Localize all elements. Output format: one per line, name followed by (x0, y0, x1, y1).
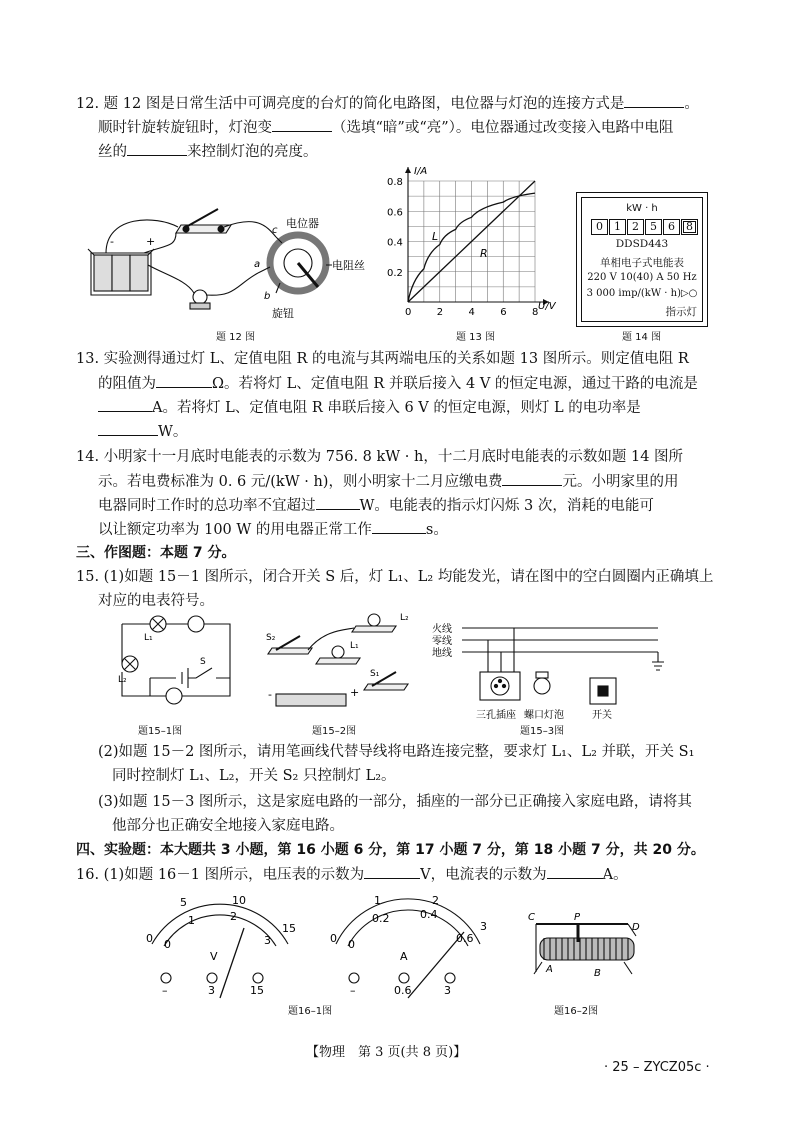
bulb-L2-icon (368, 614, 380, 626)
q16-line1: 16. (1)如题 16－1 图所示，电压表的示数为 V，电流表的示数为 A。 (76, 864, 628, 885)
q12-line1: 12. 题 12 图是日常生活中可调亮度的台灯的简化电路图，电位器与灯泡的连接方式是 。 (76, 93, 699, 114)
svg-text:0.2: 0.2 (372, 912, 390, 925)
pot-label: 电位器 (286, 217, 319, 230)
svg-text:地线: 地线 (432, 648, 452, 659)
y-axis-label: I/A (414, 166, 428, 177)
q14-line3: 电器同时工作时的总功率不宜超过 W。电能表的指示灯闪烁 3 次，消耗的电能可 (98, 495, 654, 516)
svg-text:S₁: S₁ (370, 669, 380, 679)
svg-text:3: 3 (208, 984, 215, 997)
q15-part2-line2: 同时控制灯 L₁、L₂，开关 S₂ 只控制灯 L₂。 (112, 768, 396, 784)
section-4-title: 四、实验题：本大题共 3 小题，第 16 小题 6 分，第 17 小题 7 分，第 18 小题 7 分，共 20 分。 (76, 842, 705, 858)
meter-digit: 6 (663, 219, 680, 235)
svg-text:0: 0 (146, 932, 153, 945)
svg-text:0.4: 0.4 (420, 908, 438, 921)
meter-spec2: 3 000 imp/(kW · h)▷○ (586, 288, 698, 299)
svg-text:15: 15 (282, 922, 296, 935)
svg-text:D: D (632, 922, 640, 933)
svg-text:–: – (162, 984, 168, 997)
svg-text:L₁: L₁ (350, 641, 359, 651)
blank-circle[interactable] (188, 616, 204, 632)
terminal-minus[interactable] (161, 973, 171, 983)
svg-text:V: V (210, 950, 218, 963)
svg-text:3: 3 (480, 920, 487, 933)
voltmeter (140, 888, 300, 998)
fig14-meter (576, 192, 708, 327)
mains-lines (462, 628, 658, 652)
knob-label: 旋钮 (272, 307, 294, 320)
x-axis-label: U/V (538, 301, 556, 312)
fig16-1-caption: 题16–1图 (288, 1006, 333, 1017)
svg-text:1: 1 (374, 894, 381, 907)
svg-text:15: 15 (250, 984, 264, 997)
svg-text:L₂: L₂ (118, 675, 127, 685)
answer-blank[interactable] (624, 93, 684, 108)
svg-text:螺口灯泡: 螺口灯泡 (524, 710, 564, 721)
footer-code: · 25 – ZYCZ05c · (604, 1060, 710, 1075)
q14-line4: 以让额定功率为 100 W 的用电器正常工作 s。 (98, 519, 448, 540)
x-tick-label: 6 (500, 307, 507, 318)
meter-digit: 0 (591, 219, 608, 235)
meter-digit: 8 (681, 219, 698, 235)
svg-text:S₂: S₂ (266, 633, 276, 643)
answer-blank[interactable] (98, 397, 152, 412)
q14-line2: 示。若电费标准为 0. 6 元/(kW · h)，则小明家十二月应缴电费 元。小明家里的用 (98, 471, 678, 492)
svg-text:5: 5 (180, 896, 187, 909)
y-tick-label: 0.4 (387, 237, 403, 249)
svg-text:a: a (254, 259, 261, 270)
curve-label-R: R (480, 247, 488, 260)
terminal-3[interactable] (445, 973, 455, 983)
bulb-L1-icon (332, 646, 344, 658)
svg-text:A: A (400, 950, 408, 963)
svg-text:火线: 火线 (432, 624, 452, 635)
svg-text:L₂: L₂ (400, 613, 409, 623)
footer-page: 【物理 第 3 页(共 8 页)】 (306, 1045, 467, 1060)
q15-part3-line1: (3)如题 15－3 图所示，这是家庭电路的一部分，插座的一部分已正确接入家庭电路，请将其 (98, 794, 692, 810)
x-tick-label: 4 (468, 307, 475, 318)
svg-text:C: C (528, 912, 535, 923)
terminal-0.6[interactable] (399, 973, 409, 983)
answer-blank[interactable] (272, 117, 332, 132)
curve-label-L: L (432, 230, 439, 243)
x-tick-label: 2 (436, 307, 444, 318)
terminal-minus[interactable] (349, 973, 359, 983)
fig13-chart (385, 163, 565, 333)
fig12-circuit (86, 185, 386, 330)
meter-digit: 1 (609, 219, 626, 235)
answer-blank[interactable] (316, 495, 360, 510)
potentiometer-icon (258, 235, 326, 293)
svg-text:零线: 零线 (432, 636, 452, 647)
svg-text:A: A (546, 964, 553, 975)
answer-blank[interactable] (372, 519, 426, 534)
svg-text:2: 2 (432, 894, 439, 907)
q13-line3: A。若将灯 L、定值电阻 R 串联后接入 6 V 的恒定电源，则灯 L 的电功率是 (98, 397, 641, 418)
switch-S2-icon (268, 648, 312, 654)
svg-text:c: c (272, 225, 278, 236)
x-tick-label: 8 (532, 307, 539, 318)
fig16-2-caption: 题16–2图 (554, 1006, 599, 1017)
terminal-15[interactable] (253, 973, 263, 983)
q12-line2: 顺时针旋转旋钮时，灯泡变 （选填“暗”或“亮”）。电位器通过改变接入电路中电阻 (98, 117, 673, 138)
svg-text:S: S (200, 657, 206, 667)
meter-indicator: 指示灯 (665, 306, 697, 318)
svg-text:0: 0 (330, 932, 337, 945)
svg-text:+: + (350, 686, 360, 699)
answer-blank[interactable] (547, 864, 603, 879)
meter-digit: 2 (627, 219, 644, 235)
q13-line2: 的阻值为 Ω。若将灯 L、定值电阻 R 并联后接入 4 V 的恒定电源，通过干路的电流是 (98, 373, 698, 394)
svg-text:+: + (146, 235, 156, 248)
q12-line3: 丝的 来控制灯泡的亮度。 (98, 141, 318, 162)
svg-text:三孔插座: 三孔插座 (476, 710, 516, 721)
x-tick-label: 0 (405, 307, 412, 318)
svg-text:1: 1 (188, 914, 195, 927)
answer-blank[interactable] (127, 141, 187, 156)
bulb-icon (534, 678, 550, 694)
meter-model: DDSD443 (615, 238, 669, 250)
battery-icon (276, 694, 346, 706)
svg-text:-: - (268, 688, 272, 701)
meter-digit: 5 (645, 219, 662, 235)
fig15-1-circuit (116, 616, 236, 716)
svg-text:b: b (264, 291, 271, 302)
battery-icon (88, 249, 154, 295)
svg-text:3: 3 (444, 984, 451, 997)
svg-text:P: P (574, 912, 581, 923)
svg-text:–: – (350, 984, 356, 997)
svg-text:10: 10 (232, 894, 246, 907)
fig15-3-caption: 题15–3图 (520, 726, 565, 737)
fig15-3-circuit (432, 622, 672, 722)
fig15-1-caption: 题15–1图 (138, 726, 183, 737)
q13-line1: 13. 实验测得通过灯 L、定值电阻 R 的电流与其两端电压的关系如题 13 图所示。则定值电阻 R (76, 351, 689, 367)
svg-text:B: B (594, 968, 601, 979)
blank-circle[interactable] (166, 688, 182, 704)
answer-blank[interactable] (156, 373, 212, 388)
answer-blank[interactable] (502, 471, 562, 486)
q15-line2: 对应的电表符号。 (98, 593, 214, 609)
bulb-icon (190, 290, 210, 309)
meter-unit: kW · h (626, 203, 658, 214)
meter-digits (591, 219, 699, 234)
y-tick-label: 0.8 (387, 177, 403, 188)
y-tick-label: 0.6 (387, 207, 403, 219)
fig14-caption: 题 14 图 (622, 332, 662, 343)
svg-text:2: 2 (230, 910, 237, 923)
switch-icon (176, 209, 231, 233)
svg-text:3: 3 (264, 934, 271, 947)
fig16-2-rheostat (528, 912, 648, 992)
section-3-title: 三、作图题：本题 7 分。 (76, 545, 236, 561)
y-axis-arrow (405, 167, 411, 173)
switch-S1-icon (364, 684, 408, 690)
q15-line1: 15. (1)如题 15－1 图所示，闭合开关 S 后，灯 L₁、L₂ 均能发光，请在图中的空白圆圈内正确填上 (76, 569, 714, 585)
answer-blank[interactable] (364, 864, 420, 879)
q15-part3-line2: 他部分也正确安全地接入家庭电路。 (112, 818, 344, 834)
svg-text:-: - (110, 235, 114, 248)
q13-line4: W。 (98, 421, 187, 442)
voltmeter-needle (220, 928, 244, 998)
fig13-caption: 题 13 图 (456, 332, 496, 343)
answer-blank[interactable] (98, 421, 158, 436)
svg-text:开关: 开关 (592, 710, 612, 721)
y-tick-label: 0.2 (387, 267, 403, 279)
svg-text:0.6: 0.6 (456, 932, 474, 945)
q14-line1: 14. 小明家十一月底时电能表的示数为 756. 8 kW · h，十二月底时电能表的示数如题 14 图所 (76, 449, 684, 465)
fig15-2-circuit (264, 610, 414, 720)
fig12-caption: 题 12 图 (216, 332, 256, 343)
ammeter (324, 888, 494, 998)
svg-text:L₁: L₁ (144, 633, 153, 643)
meter-name: 单相电子式电能表 (600, 257, 684, 269)
meter-spec1: 220 V 10(40) A 50 Hz (587, 272, 697, 283)
fig15-2-caption: 题15–2图 (312, 726, 357, 737)
svg-text:0: 0 (164, 938, 171, 951)
q15-part2-line1: (2)如题 15－2 图所示，请用笔画线代替导线将电路连接完整，要求灯 L₁、L₂ 并联，开关 S₁ (98, 744, 695, 760)
svg-text:0.6: 0.6 (394, 984, 412, 997)
terminal-3[interactable] (207, 973, 217, 983)
wire-label: 电阻丝 (332, 259, 365, 272)
socket-icon (480, 672, 520, 700)
svg-text:0: 0 (348, 938, 355, 951)
